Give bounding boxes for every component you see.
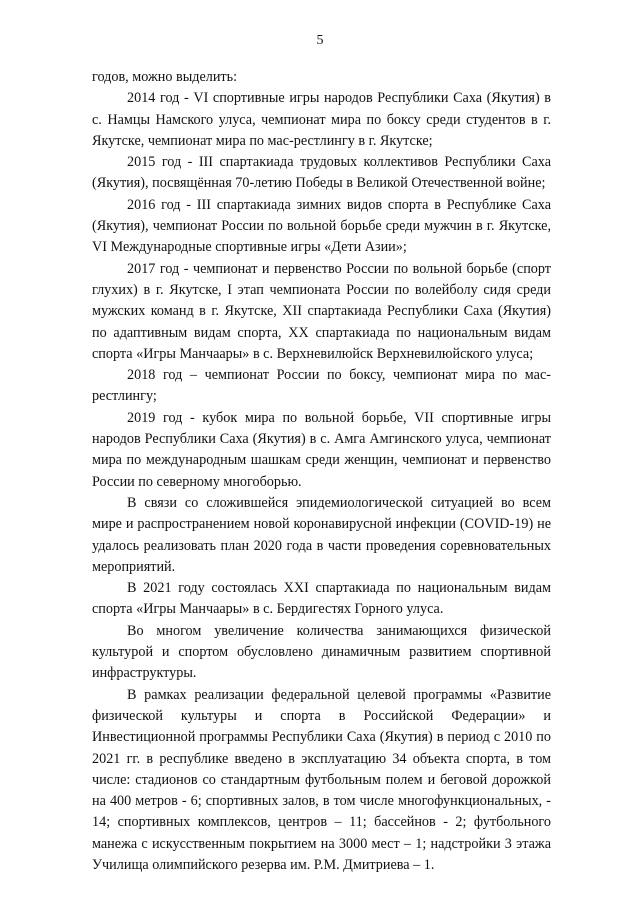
paragraph-intro: годов, можно выделить:	[92, 69, 238, 85]
paragraph-2021: В 2021 году состоялась XXI спартакиада по национальным видам спорта «Игры Манчаары» в с. Бердигестях Горного улуса.	[92, 580, 551, 618]
document-body	[92, 67, 551, 876]
paragraph-covid: В связи со сложившейся эпидемиологической ситуацией во всем мире и распространением новой коронавирусной инфекции (COVID-19) не удалось реализовать план 2020 года в части проведения соревновательных мероприятий.	[92, 494, 551, 575]
paragraph-2017: 2017 год - чемпионат и первенство России по вольной борьбе (спорт глухих) в г. Якутске, I этап чемпионата России по волейболу сидя среди мужских команд в г. Якутске, XII спартакиада Республики Саха (Якутия) по адаптивным видам спорта, XX спартакиада по национальным видам спорта «Игры Манчаары» в с. Верхневилюйск Верхневилюйского улуса;	[92, 260, 551, 362]
paragraph-federal-program: В рамках реализации федеральной целевой программы «Развитие физической культуры и спорта в Российской Федерации» и Инвестиционной программы Республики Саха (Якутия) в период с 2010 по 2021 гг. в республике введено в эксплуатацию 34 объекта спорта, в том числе: стадионов со стандартным футбольным полем и беговой дорожкой на 400 метров - 6; спортивных залов, в том числе многофункциональных, - 14; спортивных комплексов, центров – 11; бассейнов - 2; футбольного манежа с искусственным покрытием на 3000 мест – 1; надстройки 3 этажа Училища олимпийского резерва им. Р.М. Дмитриева – 1.	[92, 686, 551, 873]
page-number: 5	[316, 33, 324, 48]
paragraph-2015: 2015 год - III спартакиада трудовых коллективов Республики Саха (Якутия), посвящённая 70-летию Победы в Великой Отечественной войне;	[92, 154, 551, 192]
paragraph-infrastructure: Во многом увеличение количества занимающихся физической культурой и спортом обусловлено динамичным развитием спортивной инфраструктуры.	[92, 622, 551, 682]
paragraph-2014: 2014 год - VI спортивные игры народов Республики Саха (Якутия) в с. Намцы Намского улуса, чемпионат мира по боксу среди студентов в г. Якутске, чемпионат мира по мас-рестлингу в г. Якутске;	[92, 90, 551, 149]
paragraph-2018: 2018 год – чемпионат России по боксу, чемпионат мира по мас-рестлингу;	[92, 367, 551, 405]
paragraph-2016: 2016 год - III спартакиада зимних видов спорта в Республике Саха (Якутия), чемпионат России по вольной борьбе среди мужчин в г. Якутске, VI Международные спортивные игры «Дети Азии»;	[92, 196, 551, 256]
paragraph-2019: 2019 год - кубок мира по вольной борьбе, VII спортивные игры народов Республики Саха (Якутия) в с. Амга Амгинского улуса, чемпионат мира по международным шашкам среди женщин, чемпионат и первенство России по северному многоборью.	[92, 409, 551, 490]
